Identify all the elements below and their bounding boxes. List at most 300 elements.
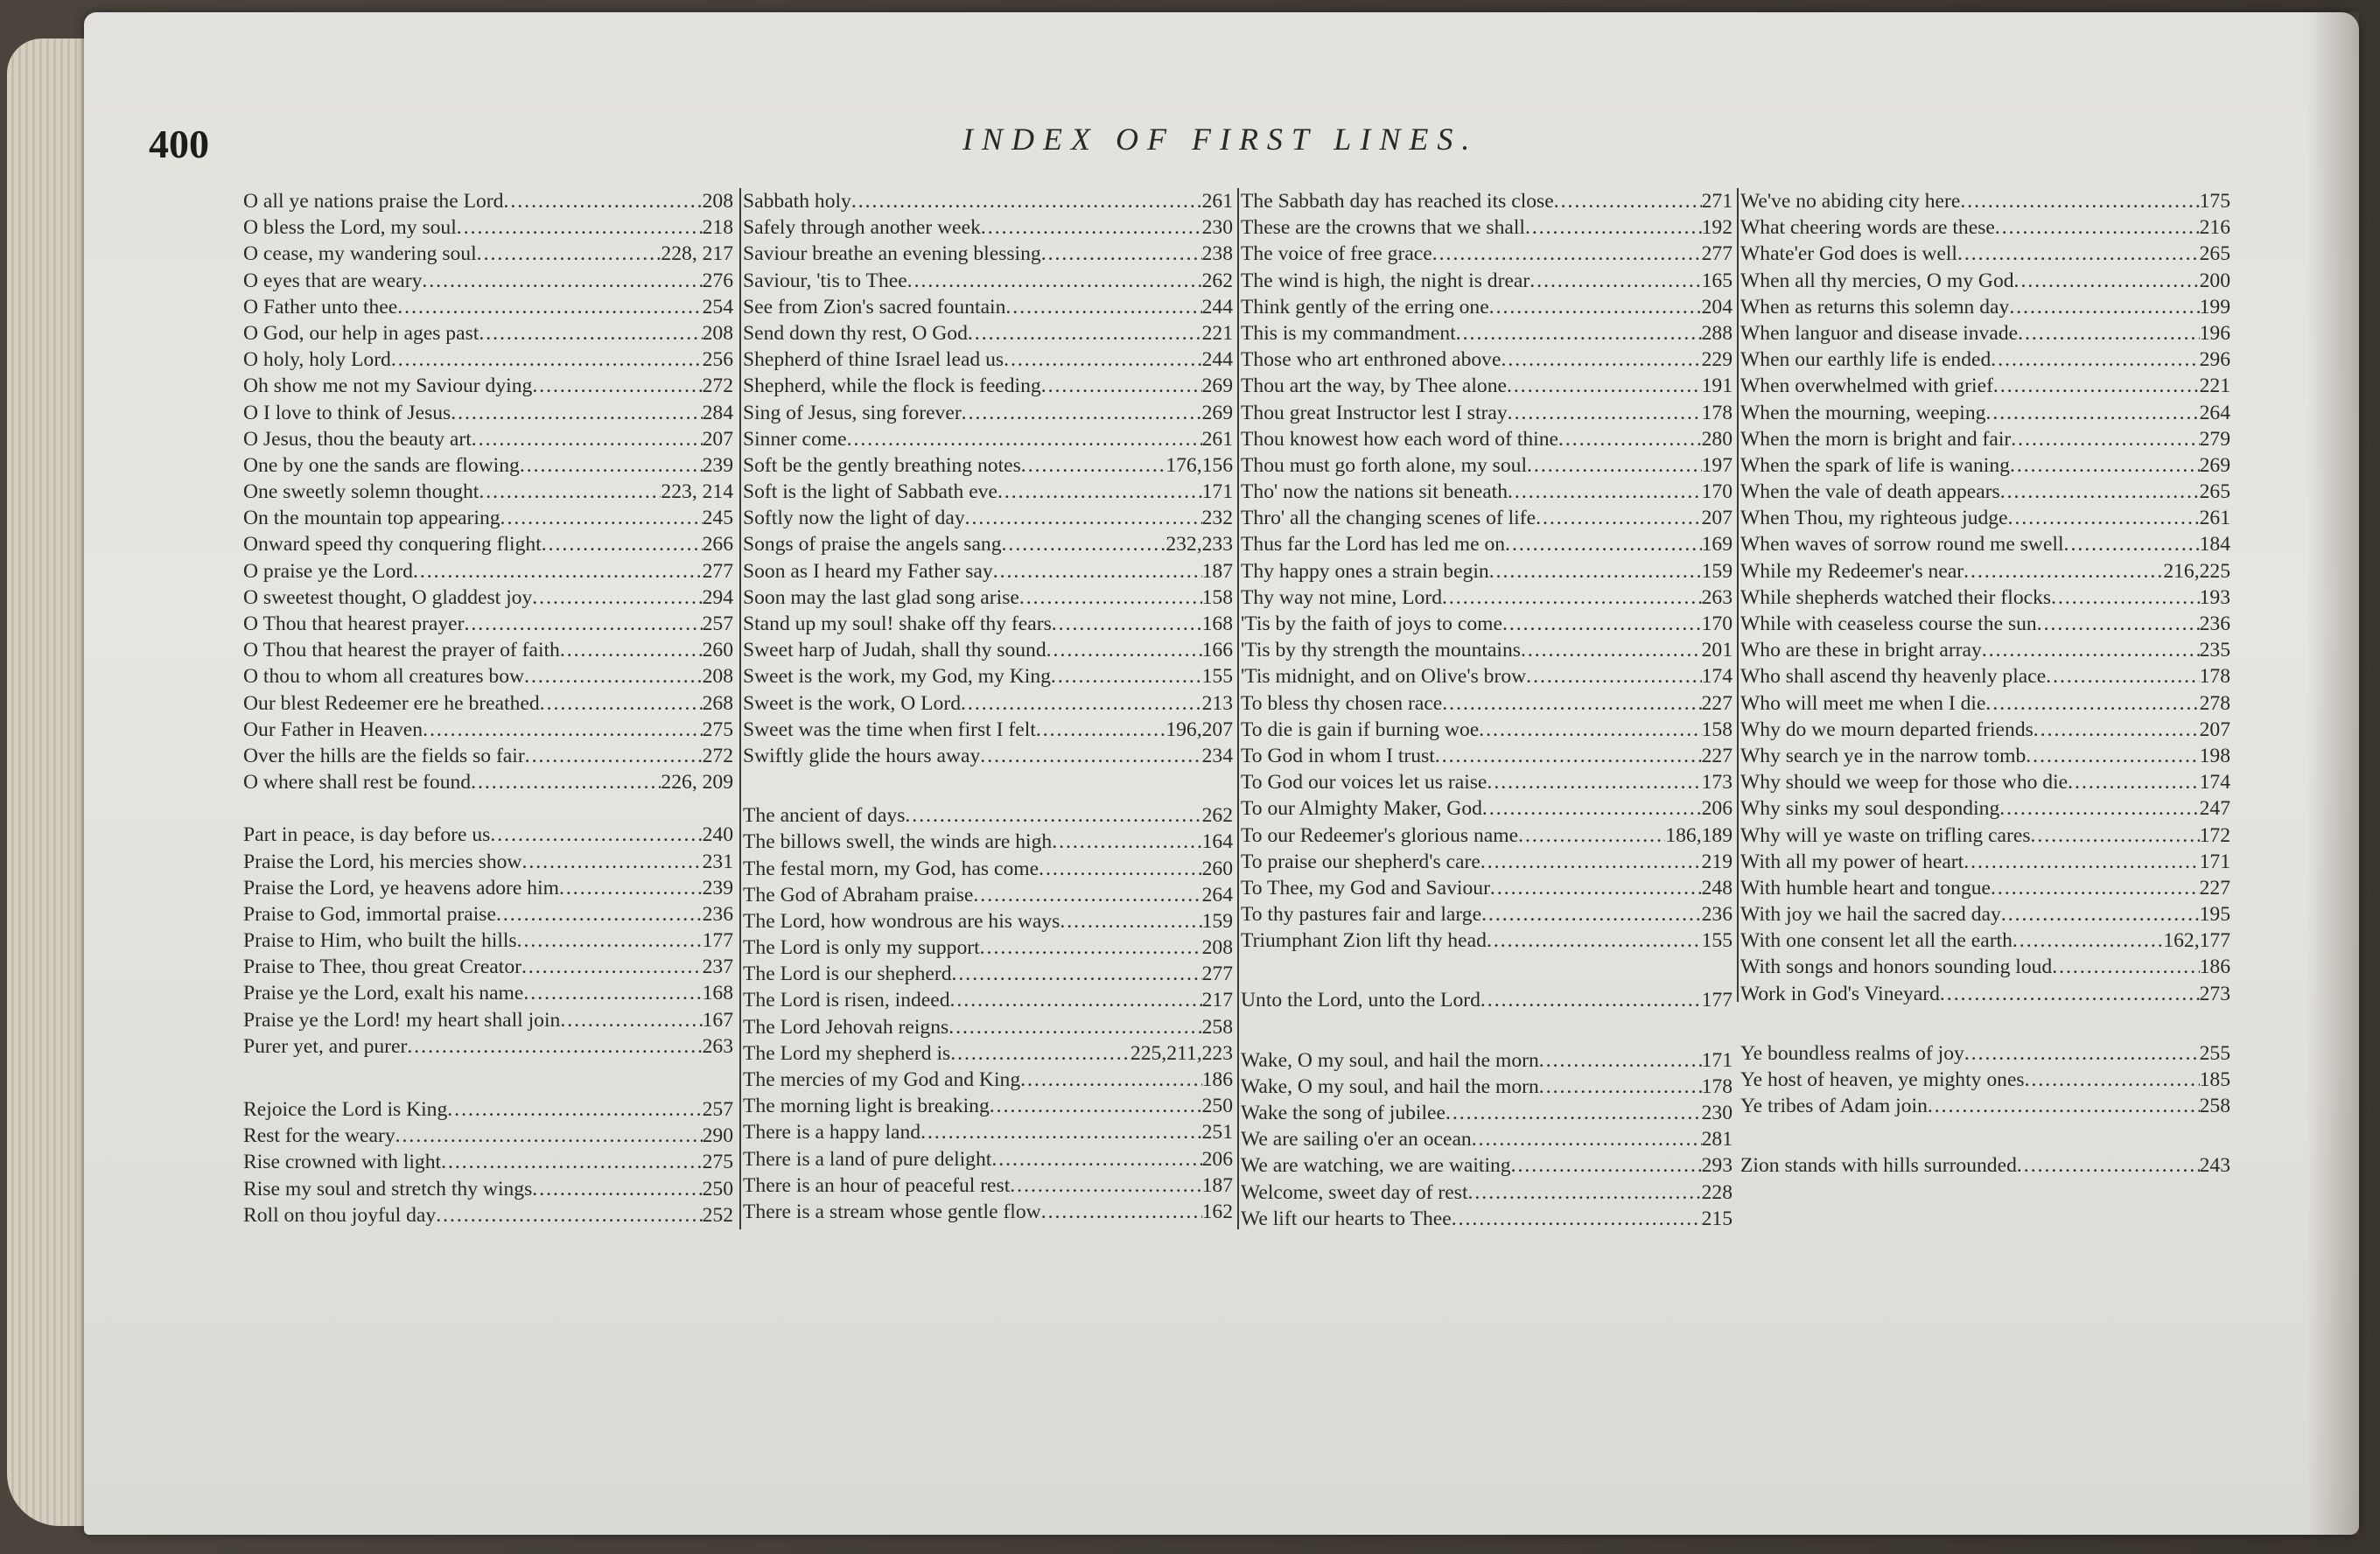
index-entry	[243, 743, 733, 769]
leader-dots	[1536, 505, 1702, 531]
hymn-number: 263	[702, 1034, 733, 1058]
leader-dots	[525, 743, 703, 769]
index-entry	[243, 320, 733, 346]
leader-dots	[2012, 928, 2163, 954]
first-line-text: Part in peace, is day before us	[243, 823, 491, 847]
index-entry	[1740, 241, 2230, 267]
hymn-number: 196,207	[1166, 718, 1233, 741]
hymn-number: 261	[2199, 507, 2230, 530]
first-line-text: One by one the sands are flowing	[243, 453, 520, 477]
hymn-number: 236	[702, 902, 733, 926]
first-line-text: While shepherds watched their flocks	[1740, 585, 2052, 609]
leader-dots	[479, 479, 661, 505]
first-line-text: While with ceaseless course the sun	[1740, 612, 2037, 635]
first-line-text: O all ye nations praise the Lord	[243, 190, 504, 213]
leader-dots	[1020, 1067, 1201, 1093]
leader-dots	[1019, 584, 1202, 611]
leader-dots	[1480, 849, 1702, 875]
leader-dots	[1505, 531, 1702, 557]
leader-dots	[948, 1014, 1201, 1040]
first-line-text: The voice of free grace	[1241, 242, 1432, 266]
first-line-text: O thou to whom all creatures bow	[243, 665, 525, 689]
leader-dots	[396, 1123, 703, 1149]
leader-dots	[397, 294, 702, 320]
leader-dots	[1991, 346, 2199, 373]
first-line-text: Sabbath holy	[743, 190, 851, 213]
first-line-text: When the spark of life is waning	[1740, 453, 2010, 477]
first-line-text: The God of Abraham praise	[743, 883, 974, 906]
leader-dots	[907, 268, 1202, 294]
hymn-number: 206	[1201, 1147, 1233, 1171]
leader-dots	[472, 426, 703, 452]
leader-dots	[1487, 769, 1701, 795]
hymn-number: 296	[2199, 348, 2230, 372]
index-entry	[1241, 795, 1732, 822]
first-line-text: When the mourning, weeping	[1740, 401, 1986, 424]
first-line-text: O Father unto thee	[243, 295, 398, 318]
index-entry	[243, 479, 733, 505]
hymn-number: 254	[702, 295, 733, 318]
hymn-number: 269	[1201, 401, 1233, 424]
index-entry	[1740, 505, 2230, 531]
hymn-number: 168	[702, 982, 733, 1005]
index-entry	[1241, 188, 1732, 214]
leader-dots	[962, 400, 1202, 426]
index-entry	[1740, 795, 2230, 822]
index-entry	[1740, 1093, 2230, 1119]
leader-dots	[464, 611, 702, 637]
hymn-number: 171	[1701, 1048, 1732, 1072]
first-line-text: O God, our help in ages past	[243, 321, 480, 345]
leader-dots	[422, 268, 702, 294]
index-entry	[743, 690, 1233, 717]
leader-dots	[1041, 1199, 1202, 1225]
leader-dots	[2052, 954, 2199, 980]
leader-dots	[457, 214, 703, 241]
hymn-number: 275	[702, 718, 733, 741]
hymn-number: 277	[1701, 242, 1732, 266]
first-line-text: Soft be the gently breathing notes	[743, 453, 1021, 477]
first-line-text: The Lord Jehovah reigns	[743, 1015, 949, 1039]
hymn-number: 232	[1201, 507, 1233, 530]
first-line-text: There is a land of pure delight	[743, 1147, 992, 1171]
first-line-text: Those who art enthroned above	[1241, 348, 1502, 372]
hymn-number: 170	[1701, 612, 1732, 635]
hymn-number: 201	[1701, 639, 1732, 662]
hymn-number: 257	[702, 612, 733, 635]
index-entry	[743, 1119, 1233, 1145]
index-entry	[1241, 769, 1732, 795]
first-line-text: Who shall ascend thy heavenly place	[1740, 665, 2047, 689]
first-line-text: To our Redeemer's glorious name	[1241, 823, 1519, 847]
first-line-text: Thou great Instructor lest I stray	[1241, 401, 1508, 424]
first-line-text: We've no abiding city here	[1740, 190, 1961, 213]
leader-dots	[1046, 637, 1202, 663]
leader-dots	[1558, 426, 1702, 452]
leader-dots	[1526, 663, 1701, 690]
leader-dots	[2010, 452, 2200, 479]
index-entry	[743, 1199, 1233, 1225]
index-entry	[743, 882, 1233, 908]
leader-dots	[1525, 214, 1702, 241]
first-line-text: Thus far the Lord has led me on	[1241, 533, 1506, 556]
hymn-number: 262	[1201, 804, 1233, 828]
hymn-number: 215	[1701, 1207, 1732, 1230]
index-entry	[1241, 479, 1732, 505]
first-line-text: To bless thy chosen race	[1241, 691, 1443, 715]
index-entry	[1241, 320, 1732, 346]
index-entry	[243, 426, 733, 452]
hymn-number: 257	[702, 1098, 733, 1121]
index-entry	[743, 241, 1233, 267]
first-line-text: The Lord is only my support	[743, 936, 980, 960]
hymn-number: 228	[1701, 1180, 1732, 1204]
index-entry	[1740, 452, 2230, 479]
first-line-text: Saviour breathe an evening blessing	[743, 242, 1041, 266]
hymn-number: 198	[2199, 744, 2230, 767]
hymn-number: 280	[1701, 427, 1732, 451]
hymn-number: 279	[2199, 427, 2230, 451]
leader-dots	[2011, 426, 2199, 452]
leader-dots	[1991, 875, 2200, 901]
hymn-number: 217	[1201, 989, 1233, 1012]
first-line-text: Soft is the light of Sabbath eve	[743, 480, 998, 504]
index-entry	[743, 320, 1233, 346]
leader-dots	[1452, 1206, 1702, 1232]
first-line-text: The mercies of my God and King	[743, 1068, 1021, 1091]
hymn-number: 265	[2199, 480, 2230, 504]
index-entry	[1740, 928, 2230, 954]
leader-dots	[1432, 241, 1702, 267]
index-column-3	[1237, 188, 1732, 1229]
index-entry	[243, 717, 733, 743]
hymn-number: 228, 217	[661, 242, 733, 266]
leader-dots	[522, 954, 703, 980]
hymn-number: 234	[1201, 744, 1233, 767]
leader-dots	[436, 1202, 702, 1228]
index-entry	[243, 373, 733, 399]
hymn-number: 158	[1701, 718, 1732, 741]
first-line-text: The Lord is our shepherd	[743, 962, 952, 986]
leader-dots	[1480, 987, 1702, 1013]
first-line-text: One sweetly solemn thought	[243, 480, 480, 504]
hymn-number: 227	[1701, 691, 1732, 715]
hymn-number: 271	[1701, 190, 1732, 213]
index-entry	[743, 961, 1233, 987]
index-entry	[1241, 558, 1732, 584]
hymn-number: 238	[1201, 242, 1233, 266]
hymn-number: 186	[1201, 1068, 1233, 1091]
index-entry	[243, 268, 733, 294]
leader-dots	[532, 1176, 702, 1202]
hymn-number: 248	[1701, 876, 1732, 900]
index-entry	[743, 1067, 1233, 1093]
index-entry	[1241, 1100, 1732, 1126]
first-line-text: Thou knowest how each word of thine	[1241, 427, 1558, 451]
leader-dots	[1940, 981, 2200, 1007]
hymn-number: 281	[1701, 1128, 1732, 1152]
hymn-number: 258	[2199, 1095, 2230, 1118]
hymn-number: 176,156	[1166, 453, 1233, 477]
index-entry	[1241, 294, 1732, 320]
leader-dots	[523, 980, 702, 1006]
hymn-number: 226, 209	[661, 771, 733, 794]
index-entry	[1740, 214, 2230, 241]
first-line-text: Work in God's Vineyard	[1740, 982, 1940, 1005]
leader-dots	[980, 743, 1201, 769]
leader-dots	[441, 1149, 703, 1175]
leader-dots	[1964, 1040, 2200, 1067]
hymn-number: 251	[1201, 1121, 1233, 1144]
hymn-number: 165	[1701, 269, 1732, 292]
hymn-number: 229	[1701, 348, 1732, 372]
first-line-text: Sweet is the work, my God, my King	[743, 665, 1051, 689]
index-entry	[743, 908, 1233, 934]
leader-dots	[496, 901, 703, 928]
first-line-text: Think gently of the erring one	[1241, 295, 1489, 318]
hymn-number: 204	[1701, 295, 1732, 318]
first-line-text: The Lord, how wondrous are his ways	[743, 909, 1060, 933]
first-line-text: Thro' all the changing scenes of life	[1241, 507, 1536, 530]
group-spacer	[1740, 1007, 2230, 1040]
leader-dots	[1964, 558, 2163, 584]
index-entry	[743, 346, 1233, 373]
index-entry	[243, 1096, 733, 1123]
index-entry	[243, 1123, 733, 1149]
first-line-text: O bless the Lord, my soul	[243, 216, 457, 240]
leader-dots	[990, 1093, 1202, 1119]
first-line-text: Shepherd, while the flock is feeding	[743, 374, 1041, 398]
hymn-number: 213	[1201, 691, 1233, 715]
leader-dots	[1481, 901, 1702, 928]
leader-dots	[1501, 346, 1701, 373]
index-entry	[1241, 1180, 1732, 1206]
first-line-text: Purer yet, and purer	[243, 1034, 408, 1058]
index-entry	[1740, 875, 2230, 901]
index-entry	[1740, 769, 2230, 795]
leader-dots	[1957, 241, 2200, 267]
first-line-text: Over the hills are the fields so fair	[243, 744, 525, 767]
hymn-number: 244	[1201, 348, 1233, 372]
hymn-number: 265	[2199, 242, 2230, 266]
leader-dots	[542, 531, 703, 557]
first-line-text: O eyes that are weary	[243, 269, 423, 292]
hymn-number: 239	[702, 876, 733, 900]
leader-dots	[2009, 294, 2199, 320]
index-entry	[1241, 426, 1732, 452]
hymn-number: 169	[1701, 533, 1732, 556]
index-entry	[1241, 268, 1732, 294]
first-line-text: Our Father in Heaven	[243, 718, 424, 741]
hymn-number: 269	[1201, 374, 1233, 398]
first-line-text: Praise ye the Lord, exalt his name	[243, 982, 524, 1005]
leader-dots	[1446, 1100, 1702, 1126]
hymn-number: 227	[2199, 876, 2230, 900]
hymn-number: 275	[702, 1151, 733, 1174]
hymn-number: 185	[2199, 1068, 2230, 1091]
index-entry	[243, 1007, 733, 1033]
leader-dots	[991, 1146, 1201, 1172]
index-entry	[1740, 584, 2230, 611]
hymn-number: 162	[1201, 1200, 1233, 1223]
first-line-text: Why search ye in the narrow tomb	[1740, 744, 2026, 767]
index-entry	[743, 717, 1233, 743]
index-entry	[243, 980, 733, 1006]
first-line-text: Why will ye waste on trifling cares	[1740, 823, 2031, 847]
index-entry	[743, 426, 1233, 452]
hymn-number: 273	[2199, 982, 2230, 1005]
first-line-text: There is a stream whose gentle flow	[743, 1200, 1041, 1223]
index-entry	[243, 1202, 733, 1228]
hymn-number: 170	[1701, 480, 1732, 504]
hymn-number: 256	[702, 348, 733, 372]
hymn-number: 187	[1201, 559, 1233, 583]
hymn-number: 184	[2199, 533, 2230, 556]
leader-dots	[1479, 717, 1701, 743]
leader-dots	[2018, 320, 2200, 346]
group-spacer	[1241, 954, 1732, 987]
index-entry	[243, 558, 733, 584]
page-number: 400	[149, 122, 209, 166]
hymn-number: 263	[1701, 585, 1732, 609]
first-line-text: To praise our shepherd's care	[1241, 850, 1480, 873]
first-line-text: Send down thy rest, O God	[743, 321, 968, 345]
leader-dots	[520, 452, 703, 479]
leader-dots	[1052, 611, 1202, 637]
index-entry	[743, 663, 1233, 690]
index-entry	[1740, 743, 2230, 769]
hymn-number: 187	[1201, 1173, 1233, 1197]
index-entry	[243, 849, 733, 875]
leader-dots	[965, 505, 1202, 531]
hymn-number: 245	[702, 507, 733, 530]
hymn-number: 277	[702, 559, 733, 583]
first-line-text: Thy way not mine, Lord	[1241, 585, 1442, 609]
index-entry	[1740, 320, 2230, 346]
hymn-number: 197	[1701, 453, 1732, 477]
hymn-number: 216,225	[2163, 559, 2230, 583]
leader-dots	[847, 426, 1202, 452]
leader-dots	[490, 822, 702, 848]
first-line-text: To God our voices let us raise	[1241, 771, 1488, 794]
index-entry	[1241, 717, 1732, 743]
hymn-number: 171	[1201, 480, 1233, 504]
first-line-text: With songs and honors sounding loud	[1740, 956, 2053, 979]
hymn-number: 255	[2199, 1041, 2230, 1065]
group-spacer	[1740, 1119, 2230, 1152]
index-entry	[1241, 1047, 1732, 1074]
hymn-number: 252	[702, 1203, 733, 1227]
index-entry	[243, 241, 733, 267]
first-line-text: On the mountain top appearing	[243, 507, 500, 530]
leader-dots	[391, 346, 703, 373]
first-line-text: Thou must go forth alone, my soul	[1241, 453, 1528, 477]
index-entry	[1241, 611, 1732, 637]
hymn-number: 155	[1201, 665, 1233, 689]
first-line-text: There is a happy land	[743, 1121, 921, 1144]
leader-dots	[1993, 373, 2200, 399]
hymn-number: 277	[1201, 962, 1233, 986]
leader-dots	[1508, 400, 1702, 426]
leader-dots	[2014, 268, 2200, 294]
hymn-number: 208	[1201, 936, 1233, 960]
leader-dots	[540, 690, 703, 717]
leader-dots	[1435, 743, 1702, 769]
index-entry	[1241, 531, 1732, 557]
first-line-text: Stand up my soul! shake off thy fears	[743, 612, 1052, 635]
leader-dots	[1995, 214, 2200, 241]
index-entry	[243, 928, 733, 954]
hymn-number: 164	[1201, 830, 1233, 854]
leader-dots	[532, 584, 702, 611]
hymn-number: 166	[1201, 639, 1233, 662]
first-line-text: Songs of praise the angels sang	[743, 533, 1002, 556]
first-line-text: When Thou, my righteous judge	[1740, 507, 2008, 530]
hymn-number: 235	[2199, 639, 2230, 662]
group-spacer	[743, 769, 1233, 802]
index-column-4	[1737, 188, 2230, 1178]
first-line-text: Praise to Him, who built the hills	[243, 929, 517, 953]
hymn-number: 294	[702, 585, 733, 609]
leader-dots	[952, 961, 1202, 987]
leader-dots	[905, 802, 1201, 829]
index-entry	[743, 373, 1233, 399]
leader-dots	[968, 320, 1202, 346]
leader-dots	[1021, 452, 1166, 479]
index-entry	[743, 1040, 1233, 1067]
hymn-number: 207	[702, 427, 733, 451]
first-line-text: Soon as I heard my Father say	[743, 559, 993, 583]
index-entry	[743, 1172, 1233, 1199]
index-entry	[1241, 241, 1732, 267]
leader-dots	[1511, 1152, 1702, 1179]
index-entry	[1241, 452, 1732, 479]
leader-dots	[560, 637, 703, 663]
first-line-text: Sing of Jesus, sing forever	[743, 401, 962, 424]
hymn-number: 159	[1701, 559, 1732, 583]
first-line-text: 'Tis by the faith of joys to come	[1241, 612, 1502, 635]
hymn-number: 247	[2199, 797, 2230, 821]
index-entry	[1241, 214, 1732, 241]
index-entry	[1241, 373, 1732, 399]
first-line-text: To God in whom I trust	[1241, 744, 1435, 767]
first-line-text: Swiftly glide the hours away	[743, 744, 981, 767]
index-entry	[1740, 901, 2230, 928]
index-entry	[743, 611, 1233, 637]
first-line-text: Triumphant Zion lift thy head	[1241, 929, 1487, 953]
first-line-text: Praise the Lord, ye heavens adore him	[243, 876, 559, 900]
index-entry	[1740, 1067, 2230, 1093]
first-line-text: Wake, O my soul, and hail the morn	[1241, 1048, 1539, 1072]
leader-dots	[1487, 928, 1702, 954]
hymn-number: 290	[702, 1124, 733, 1148]
leader-dots	[1010, 1172, 1201, 1199]
leader-dots	[447, 1096, 702, 1123]
leader-dots	[1442, 584, 1702, 611]
hymn-number: 240	[702, 823, 733, 847]
hymn-number: 168	[1201, 612, 1233, 635]
hymn-number: 174	[1701, 665, 1732, 689]
index-entry	[1740, 479, 2230, 505]
index-entry	[1241, 346, 1732, 373]
index-entry	[1740, 981, 2230, 1007]
first-line-text: The wind is high, the night is drear	[1241, 269, 1530, 292]
first-line-text: The billows swell, the winds are high	[743, 830, 1053, 854]
index-entry	[1740, 611, 2230, 637]
index-entry	[743, 829, 1233, 855]
first-line-text: Soon may the last glad song arise	[743, 585, 1019, 609]
hymn-number: 216	[2199, 216, 2230, 240]
